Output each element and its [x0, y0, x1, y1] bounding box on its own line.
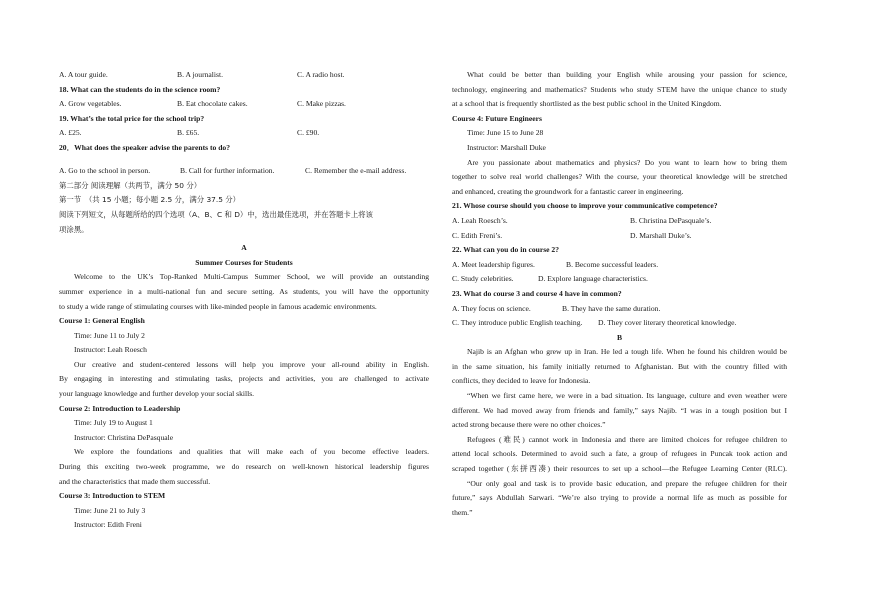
option[interactable]: B. Eat chocolate cakes. [177, 99, 248, 109]
passage-b-line: “When we first came here, we were in a bad situation. Its language, culture and even weather were [467, 391, 787, 401]
course-1-title: Course 1: General English [59, 316, 145, 326]
question-20: 20．What does the speaker advise the parents to do? [59, 142, 231, 152]
option[interactable]: B. Christina DePasquale’s. [630, 215, 712, 225]
option[interactable]: A. Meet leadership figures. [452, 259, 535, 269]
course-1-time: Time: June 11 to July 2 [74, 330, 145, 340]
course-1-desc-line: By engaging in interesting and stimulating tasks, projects and activities, you are challenged to activate [59, 374, 429, 384]
option[interactable]: A. They focus on science. [452, 303, 531, 313]
course-4-desc-line: and enhanced, creating the groundwork for a fantastic career in engineering. [452, 186, 684, 196]
course-3-desc-line: at a school that is frequently shortlisted as the best public school in the United Kingdom. [452, 99, 722, 109]
course-4-time: Time: June 15 to June 28 [467, 128, 544, 138]
passage-b-line: conflicts, they decided to leave for Indonesia. [452, 376, 591, 386]
option[interactable]: C. Edith Freni’s. [452, 230, 503, 240]
option[interactable]: C. They introduce public English teaching. [452, 318, 583, 328]
part-two-heading: 第二部分 阅读理解（共两节，满分 50 分） [59, 180, 202, 190]
passage-b-line: Refugees (难民) cannot work in Indonesia and there are limited choices for refugee children to [467, 434, 787, 444]
q22-options [452, 258, 787, 273]
q21-options [452, 214, 787, 229]
intro-line: Welcome to the UK’s Top-Ranked Multi-Campus Summer School, we will provide an outstanding [74, 272, 429, 282]
option[interactable]: C. Make pizzas. [297, 99, 346, 109]
q18-options [59, 97, 429, 112]
course-2-title: Course 2: Introduction to Leadership [59, 403, 181, 413]
option[interactable]: B. £65. [177, 128, 200, 138]
course-2-instructor: Instructor: Christina DePasquale [74, 432, 174, 442]
course-4-desc-line: together to solve real world challenges? With the course, your theoretical knowledge will be stretched [452, 172, 787, 182]
course-3-time: Time: June 21 to July 3 [74, 505, 146, 515]
left-column [59, 68, 429, 533]
option[interactable]: C. A radio host. [297, 70, 345, 79]
instructions-line-1: 阅读下列短文，从每题所给的四个选项（A、B、C 和 D）中，选出最佳选项，并在答题卡上将该 [59, 209, 373, 219]
q19-options [59, 126, 429, 141]
q20-options [59, 164, 429, 179]
passage-b-line: attend local schools. Determined to avoid such a fate, a group of refugees in Puncak took action and [452, 449, 787, 459]
option[interactable]: B. Call for further information. [180, 166, 275, 176]
passage-b-line: scraped together (东拼西凑) their resources to set up a school—the Refugee Learning Center (RLC). [452, 464, 787, 474]
q21-options [452, 229, 787, 244]
course-3-title: Course 3: Introduction to STEM [59, 491, 166, 501]
option[interactable]: C. Remember the e-mail address. [305, 166, 407, 176]
course-1-desc-line: Our creative and student-centered lessons will help you improve your all-round ability in English. [74, 359, 429, 369]
passage-b-line: different. We had moved away from friends and family,” says Najib. “I was in a tough position but I [452, 405, 787, 415]
option[interactable]: B. Become successful leaders. [566, 259, 659, 269]
q22-options [452, 272, 787, 287]
q17-options [59, 68, 429, 83]
passage-b-line: Najib is an Afghan who grew up in Iran. He led a tough life. When he found his children would be [467, 347, 787, 357]
course-4-desc-line: Are you passionate about mathematics and physics? Do you want to learn how to bring them [467, 157, 787, 167]
option[interactable]: B. They have the same duration. [562, 303, 661, 313]
passage-a-label: A [241, 243, 247, 253]
option[interactable]: A. A tour guide. [59, 70, 108, 79]
option[interactable]: A. £25. [59, 128, 82, 138]
course-2-desc-line: We explore the foundations and qualities that will make each of you become effective leaders. [74, 447, 429, 457]
passage-b-line: future,” says Abdullah Sarwari. “We’re also trying to provide a normal life as much as possible for [452, 493, 787, 503]
option[interactable]: C. £90. [297, 128, 320, 138]
course-2-time: Time: July 19 to August 1 [74, 418, 153, 428]
question-23: 23. What do course 3 and course 4 have in common? [452, 288, 622, 298]
q23-options [452, 316, 787, 331]
option[interactable]: D. They cover literary theoretical knowledge. [598, 318, 737, 328]
course-3-desc-line: technology, engineering and mathematics? Students who study STEM have the unique chance to study [452, 84, 787, 94]
option[interactable]: D. Marshall Duke’s. [630, 230, 692, 240]
option[interactable]: A. Leah Roesch’s. [452, 215, 508, 225]
course-4-title: Course 4: Future Engineers [452, 113, 542, 123]
passage-b-line: acted strong because there were no other choices.” [452, 420, 606, 430]
option[interactable]: A. Grow vegetables. [59, 99, 122, 109]
course-2-desc-line: and the characteristics that made them successful. [59, 476, 211, 486]
passage-b-line: them.” [452, 507, 473, 517]
q23-options [452, 302, 787, 317]
question-19: 19. What’s the total price for the school trip? [59, 113, 205, 123]
instructions-line-2: 项涂黑。 [59, 224, 89, 234]
passage-b-line: “Our only goal and task is to provide basic education, and prepare the refugee children for their [467, 478, 787, 488]
course-1-desc-line: your language knowledge and further develop your social skills. [59, 389, 255, 399]
question-21: 21. Whose course should you choose to improve your communicative competence? [452, 201, 718, 211]
intro-line: to study a wide range of stimulating courses with like-minded people in famous academic environments. [59, 301, 377, 311]
option[interactable]: B. A journalist. [177, 70, 223, 79]
right-column [452, 68, 787, 520]
course-4-instructor: Instructor: Marshall Duke [467, 142, 546, 152]
passage-title: Summer Courses for Students [195, 257, 293, 267]
passage-b-label: B [616, 332, 623, 342]
course-1-instructor: Instructor: Leah Roesch [74, 345, 147, 355]
passage-b-line: in the same situation, his family initially returned to Afghanistan. But with the country filled with [452, 361, 787, 371]
course-3-instructor: Instructor: Edith Freni [74, 520, 142, 530]
question-18: 18. What can the students do in the science room? [59, 84, 221, 94]
course-3-desc-line: What could be better than building your English while arousing your passion for science, [467, 70, 787, 79]
option[interactable]: A. Go to the school in person. [59, 166, 151, 176]
option[interactable]: D. Explore language characteristics. [538, 274, 648, 284]
intro-line: summer experience in a multi-national fun and secure setting. As students, you will have the opportunity [59, 286, 429, 296]
question-22: 22. What can you do in course 2? [452, 245, 560, 255]
section-one-heading: 第一节 （共 15 小题；每小题 2.5 分，满分 37.5 分） [59, 195, 241, 205]
course-2-desc-line: During this exciting two-week programme, we do research on well-known historical leadership figures [59, 462, 429, 472]
option[interactable]: C. Study celebrities. [452, 274, 514, 284]
